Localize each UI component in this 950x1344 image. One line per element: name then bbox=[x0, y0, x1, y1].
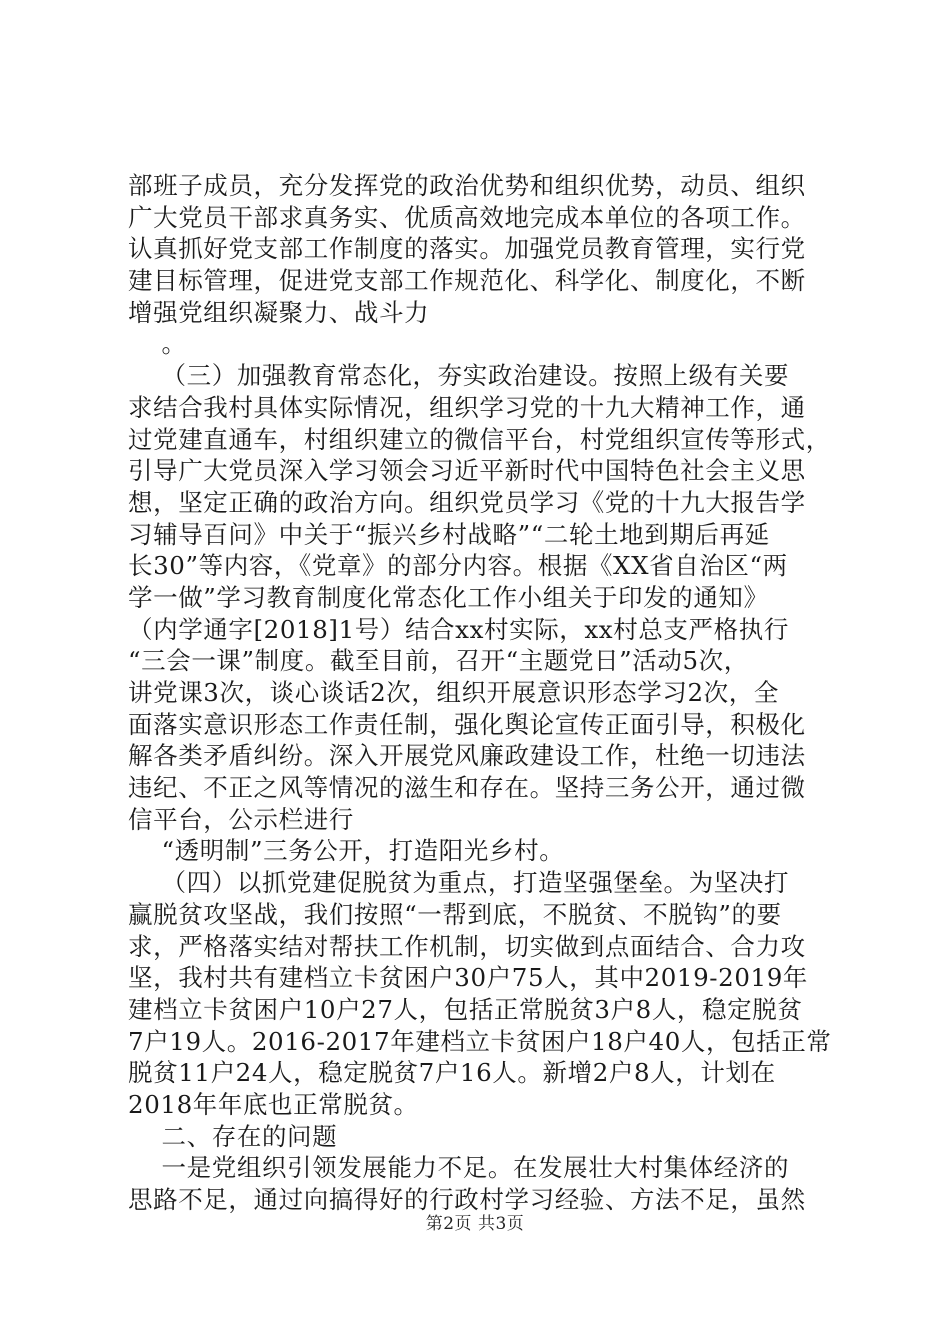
text-line: 赢脱贫攻坚战，我们按照“一帮到底，不脱贫、不脱钩”的要 bbox=[128, 899, 782, 929]
text-line: （四）以抓党建促脱贫为重点，打造坚强堡垒。为坚决打 bbox=[128, 868, 790, 898]
text-line: 习辅导百问》中关于“振兴乡村战略”“二轮土地到期后再延 bbox=[128, 519, 770, 549]
text-line: 求结合我村具体实际情况，组织学习党的十九大精神工作，通 bbox=[128, 392, 806, 422]
text-line: （内学通字[2018]1号）结合xx村实际，xx村总支严格执行 bbox=[128, 614, 789, 644]
text-line: 。 bbox=[128, 329, 187, 359]
text-line: 学一做”学习教育制度化常态化工作小组关于印发的通知》 bbox=[128, 582, 769, 612]
text-line: 建目标管理，促进党支部工作规范化、科学化、制度化，不断 bbox=[128, 266, 806, 296]
text-line: 脱贫11户24人，稳定脱贫7户16人。新增2户8人，计划在 bbox=[128, 1058, 776, 1088]
text-line: 广大党员干部求真务实、优质高效地完成本单位的各项工作。 bbox=[128, 202, 806, 232]
text-line: 思路不足，通过向搞得好的行政村学习经验、方法不足，虽然 bbox=[128, 1185, 806, 1214]
text-line: 增强党组织凝聚力、战斗力 bbox=[128, 297, 430, 327]
text-line: “三会一课”制度。截至目前，召开“主题党日”活动5次， bbox=[128, 646, 749, 676]
page-footer: 第2页 共3页 bbox=[425, 1214, 525, 1234]
text-line: 想，坚定正确的政治方向。组织党员学习《党的十九大报告学 bbox=[128, 487, 806, 517]
text-line: 解各类矛盾纠纷。深入开展党风廉政建设工作，杜绝一切违法 bbox=[128, 741, 806, 771]
text-line: “透明制”三务公开，打造阳光乡村。 bbox=[128, 836, 565, 866]
text-line: 二、存在的问题 bbox=[128, 1121, 338, 1151]
text-line: 建档立卡贫困户10户27人，包括正常脱贫3户8人，稳定脱贫 bbox=[128, 994, 803, 1024]
document-body bbox=[128, 170, 833, 1216]
text-line: 认真抓好党支部工作制度的落实。加强党员教育管理，实行党 bbox=[128, 234, 806, 264]
text-line: 一是党组织引领发展能力不足。在发展壮大村集体经济的 bbox=[128, 1153, 790, 1183]
text-line: 2018年年底也正常脱贫。 bbox=[128, 1089, 419, 1119]
text-line: 过党建直通车，村组织建立的微信平台，村党组织宣传等形式， bbox=[128, 424, 831, 454]
text-line: 违纪、不正之风等情况的滋生和存在。坚持三务公开，通过微 bbox=[128, 773, 806, 803]
text-line: 坚，我村共有建档立卡贫困户30户75人，其中2019-2019年 bbox=[128, 963, 809, 993]
text-line: 引导广大党员深入学习领会习近平新时代中国特色社会主义思 bbox=[128, 456, 806, 486]
text-line: 面落实意识形态工作责任制，强化舆论宣传正面引导，积极化 bbox=[128, 709, 806, 739]
text-line: 求，严格落实结对帮扶工作机制，切实做到点面结合、合力攻 bbox=[128, 931, 806, 961]
text-line: （三）加强教育常态化，夯实政治建设。按照上级有关要 bbox=[128, 361, 790, 391]
text-line: 部班子成员，充分发挥党的政治优势和组织优势，动员、组织 bbox=[128, 171, 806, 200]
text-line: 信平台，公示栏进行 bbox=[128, 804, 354, 834]
text-line: 7户19人。2016-2017年建档立卡贫困户18户40人，包括正常 bbox=[128, 1026, 832, 1056]
text-line: 讲党课3次，谈心谈话2次，组织开展意识形态学习2次，全 bbox=[128, 678, 779, 707]
text-line: 长30”等内容，《党章》的部分内容。根据《XX省自治区“两 bbox=[128, 551, 788, 581]
